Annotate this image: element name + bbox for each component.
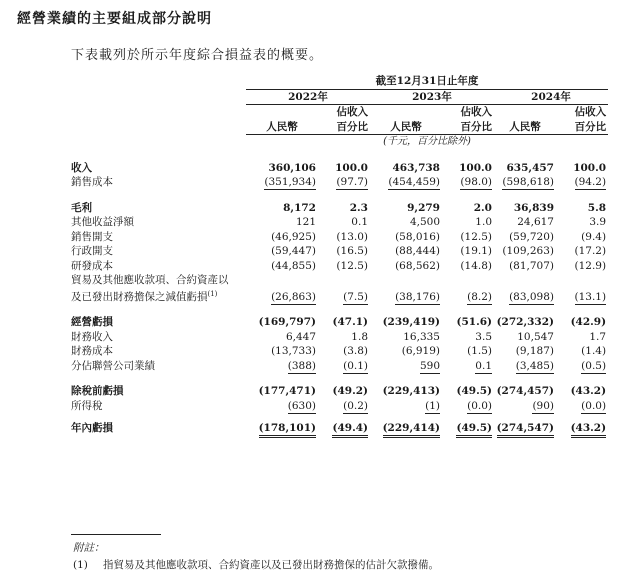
amount-cell [246,259,318,274]
cell-value: (0.0) [467,399,492,412]
income-statement-table [71,74,608,436]
row-label: 毛利 [71,201,92,214]
percent-cell [442,230,494,245]
table-row [71,399,608,414]
amount-cell [246,330,318,345]
row-label [71,273,246,304]
cell-value: (274,457) [496,385,554,397]
percent-cell [442,399,494,414]
cell-value: 16,335 [403,330,440,343]
amount-cell [370,161,442,176]
amount-cell [370,259,442,274]
cell-value: (94.2) [574,176,607,188]
cell-value: (272,332) [496,316,554,328]
percent-cell [318,201,370,216]
row-label: 行政開支 [71,245,113,257]
cell-value: 4,500 [409,216,440,228]
unit-note: (千元，百分比除外) [383,136,471,147]
year-header-2023: 2023年 [370,89,494,105]
percent-cell [556,421,608,436]
amount-cell [370,175,442,190]
cell-value: (177,471) [258,385,316,397]
cell-value: (454,459) [388,176,440,188]
amount-cell [370,359,442,374]
table-row [71,244,608,259]
cell-value: 1.8 [351,330,368,343]
percent-cell [556,315,608,330]
percent-cell [318,359,370,374]
amount-cell [494,359,556,374]
cell-value: (49.5) [456,385,492,397]
row-label-line [71,287,246,304]
percent-cell [318,215,370,230]
cell-value: 121 [295,216,316,228]
amount-cell [494,259,556,274]
cell-value: 9,279 [407,201,440,214]
amount-cell [246,359,318,374]
percent-cell [556,359,608,374]
percent-cell [442,215,494,230]
row-label-line: 貿易及其他應收款項、合約資產以 [71,274,229,286]
cell-value: 36,839 [513,201,554,214]
cell-value: (38,176) [395,290,440,303]
amount-cell [494,273,556,304]
percent-cell [556,399,608,414]
percent-cell [318,344,370,359]
row-label: 其他收益淨額 [71,216,134,228]
cell-value: (6,919) [401,345,440,357]
percent-cell [442,330,494,345]
cell-value: (12.5) [460,230,492,243]
amount-cell [494,344,556,359]
cell-value: (1.5) [467,345,492,357]
cell-value: (88,444) [395,245,440,257]
percent-cell [442,201,494,216]
cell-value: (49.5) [456,422,492,438]
percent-cell [318,330,370,345]
cell-value: 0.1 [351,216,368,228]
amount-cell [494,399,556,414]
cell-value: (14.8) [460,259,492,272]
cell-value: (178,101) [259,422,316,438]
cell-value: 2.3 [349,201,368,214]
pct-header: 佔收入 [574,106,607,118]
table-row [71,201,608,216]
footnote-item [73,557,439,572]
cell-value: 100.0 [459,161,492,174]
amount-cell [246,201,318,216]
percent-cell [556,201,608,216]
cell-value: (16.5) [336,245,368,257]
amount-cell [246,421,318,436]
intro-paragraph: 下表載列於所示年度綜合損益表的概要。 [71,48,324,63]
cell-value: (13.0) [336,230,368,243]
cell-value: 100.0 [335,161,368,174]
pct-header: 百分比 [318,120,370,135]
amount-cell [370,244,442,259]
cell-value: (109,263) [502,245,554,257]
cell-value: (19.1) [460,245,492,257]
amount-cell [370,421,442,436]
cell-value: (43.2) [571,422,607,438]
percent-cell [442,421,494,436]
amount-cell [494,315,556,330]
percent-cell [318,273,370,304]
row-label: 分佔聯營公司業績 [71,359,155,372]
cell-value: 100.0 [573,161,607,174]
cell-value: 3.5 [475,330,492,343]
footnote-title: 附註： [73,542,105,554]
amount-cell [494,421,556,436]
amount-cell [246,230,318,245]
amount-cell [246,315,318,330]
percent-cell [442,359,494,374]
percent-cell [556,330,608,345]
row-label: 年內虧損 [71,422,113,434]
percent-cell [442,315,494,330]
cell-value: (598,618) [502,176,554,188]
cell-value: (90) [532,399,554,412]
amount-cell [246,384,318,399]
amount-cell [370,330,442,345]
pct-header: 百分比 [556,120,608,135]
amount-cell [246,161,318,176]
row-label: 所得稅 [71,399,103,412]
currency-header: 人民幣 [370,120,442,135]
row-label-text: 及已發出財務擔保之減值虧損 [71,291,208,303]
table-row [71,421,608,436]
cell-value: (1) [425,399,440,412]
percent-cell [556,244,608,259]
percent-cell [442,244,494,259]
cell-value: (239,419) [382,316,440,328]
table-row [71,230,608,245]
cell-value: (13,733) [271,345,316,357]
table-row [71,384,608,399]
percent-cell [556,215,608,230]
row-label: 經營虧損 [71,316,113,328]
cell-value: (3.8) [343,345,368,357]
cell-value: 24,617 [517,216,554,228]
amount-cell [370,344,442,359]
percent-cell [442,175,494,190]
period-header: 截至12月31日止年度 [246,74,608,89]
percent-cell [318,421,370,436]
amount-cell [494,330,556,345]
amount-cell [246,244,318,259]
cell-value: (351,934) [264,176,316,188]
year-header-2022: 2022年 [246,89,370,105]
footnote-marker: (1) [73,559,88,571]
cell-value: (58,016) [395,230,440,243]
row-label: 財務成本 [71,345,113,357]
table-row [71,215,608,230]
cell-value: (1.4) [581,345,607,357]
percent-cell [442,259,494,274]
table-row [71,273,608,304]
cell-value: (9,187) [515,345,554,357]
cell-value: (81,707) [509,259,554,272]
cell-value: 590 [419,359,440,372]
percent-cell [442,161,494,176]
pct-header: 佔收入 [336,106,368,118]
cell-value: 0.1 [475,359,492,372]
percent-cell [556,344,608,359]
amount-cell [370,399,442,414]
cell-value: (0.5) [581,359,607,372]
cell-value: (274,547) [497,422,554,438]
percent-cell [318,244,370,259]
cell-value: 10,547 [517,330,554,343]
cell-value: (0.0) [581,399,607,412]
amount-cell [370,215,442,230]
footnote-ref: (1) [207,290,218,298]
amount-cell [370,230,442,245]
cell-value: (46,925) [271,230,316,243]
percent-cell [318,399,370,414]
cell-value: (13.1) [574,290,607,303]
percent-cell [318,259,370,274]
percent-cell [556,175,608,190]
cell-value: (229,413) [382,385,440,397]
amount-cell [370,273,442,304]
percent-cell [318,175,370,190]
row-label: 除稅前虧損 [71,385,124,397]
table-row [71,359,608,374]
cell-value: 635,457 [506,161,554,174]
cell-value: (49.4) [332,422,368,438]
amount-cell [494,175,556,190]
table-row [71,259,608,274]
percent-cell [318,315,370,330]
cell-value: (43.2) [570,385,607,397]
percent-cell [556,259,608,274]
cell-value: 3.9 [589,216,607,228]
amount-cell [370,315,442,330]
amount-cell [494,230,556,245]
amount-cell [246,344,318,359]
cell-value: (98.0) [460,176,492,188]
percent-cell [442,273,494,304]
amount-cell [370,201,442,216]
cell-value: (49.2) [332,385,368,397]
cell-value: 8,172 [283,201,316,214]
cell-value: (0.2) [343,399,368,412]
cell-value: (12.5) [336,259,368,272]
cell-value: (229,414) [383,422,440,438]
cell-value: (68,562) [395,259,440,272]
amount-cell [246,175,318,190]
pct-header: 佔收入 [460,106,492,118]
amount-cell [246,273,318,304]
footnote-divider [71,534,161,535]
cell-value: (17.2) [574,245,607,257]
amount-cell [494,215,556,230]
cell-value: (12.9) [574,259,607,272]
percent-cell [556,230,608,245]
table-row [71,175,608,190]
amount-cell [246,399,318,414]
cell-value: (42.9) [570,316,607,328]
amount-cell [246,215,318,230]
cell-value: 5.8 [587,201,607,214]
cell-value: (0.1) [343,359,368,372]
percent-cell [556,384,608,399]
amount-cell [494,201,556,216]
cell-value: (51.6) [456,316,492,328]
currency-header: 人民幣 [494,120,556,135]
cell-value: (59,447) [271,245,316,257]
row-label: 研發成本 [71,259,113,272]
amount-cell [494,161,556,176]
percent-cell [318,384,370,399]
percent-cell [442,344,494,359]
cell-value: 1.7 [589,330,607,343]
cell-value: (26,863) [271,290,316,303]
table-row [71,344,608,359]
cell-value: (169,797) [258,316,316,328]
cell-value: (59,720) [509,230,554,243]
percent-cell [318,161,370,176]
footnote-text: 指貿易及其他應收款項、合約資產以及已發出財務擔保的估計欠款撥備。 [103,559,439,571]
row-label: 銷售開支 [71,230,113,243]
cell-value: (630) [287,399,316,412]
cell-value: 2.0 [473,201,492,214]
cell-value: 360,106 [268,161,316,174]
row-label: 收入 [71,161,92,174]
cell-value: (97.7) [336,176,368,188]
percent-cell [556,161,608,176]
row-label: 財務收入 [71,330,113,343]
cell-value: 1.0 [475,216,492,228]
row-label: 銷售成本 [71,176,113,188]
amount-cell [494,244,556,259]
cell-value: (388) [287,359,316,372]
cell-value: (7.5) [343,290,368,303]
section-heading: 經營業績的主要組成部分說明 [17,11,212,27]
cell-value: (3,485) [515,359,554,372]
currency-header: 人民幣 [246,120,318,135]
table-row [71,330,608,345]
amount-cell [370,384,442,399]
cell-value: (9.4) [581,230,607,243]
cell-value: (83,098) [509,290,554,303]
table-row [71,315,608,330]
year-header-2024: 2024年 [494,89,608,105]
pct-header: 百分比 [442,120,494,135]
cell-value: 6,447 [285,330,316,343]
percent-cell [556,273,608,304]
cell-value: 463,738 [392,161,440,174]
percent-cell [318,230,370,245]
table-row [71,161,608,176]
amount-cell [494,384,556,399]
cell-value: (47.1) [332,316,368,328]
cell-value: (8.2) [467,290,492,303]
percent-cell [442,384,494,399]
cell-value: (44,855) [271,259,316,272]
